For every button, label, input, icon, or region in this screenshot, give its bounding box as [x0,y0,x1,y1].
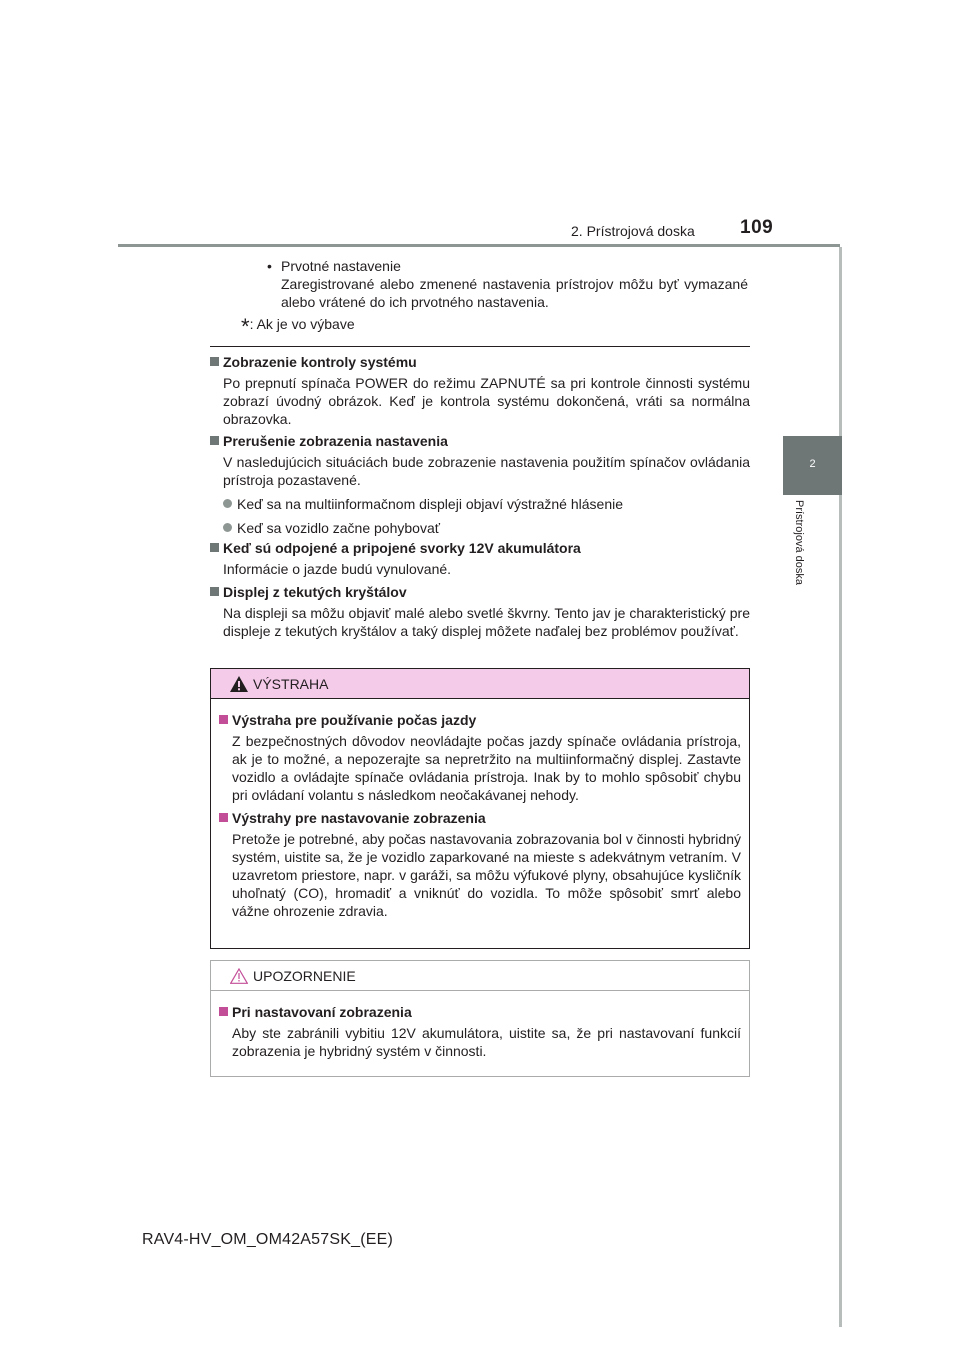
section-battery [210,539,750,578]
header-title: 2. Prístrojová doska [571,223,695,239]
footer-document-code: RAV4-HV_OM_OM42A57SK_(EE) [142,1231,394,1248]
footnote-star: * [241,314,250,339]
bullet-item-title: • Prvotné nastavenie [265,257,748,275]
warning-item-text: Z bezpečnostných dôvodov neovládajte počas jazdy spínače ovládania prístroja, ak je to možné, a nepozerajte sa nepretržito na multiinformačný displej. Zastavte vozidlo a ovládajte spínače ovládania prístroja. Inak by to mohlo spôsobiť chybu pri ovládaní volantu s následkom neočakávanej nehody. [232,733,741,803]
footnote [241,314,355,340]
footnote-text: : Ak je vo výbave [249,316,355,332]
square-bullet-icon [210,587,219,596]
chapter-tab: 2 [783,436,842,495]
warning-label: VÝSTRAHA [253,676,329,692]
section-lcd [210,583,750,640]
notice-header [211,961,749,991]
page-number: 109 [740,217,774,238]
notice-item-text: Aby ste zabránili vybitiu 12V akumulátora, uistite sa, že pri nastavovaní funkcií zobrazenia je hybridný systém v činnosti. [232,1025,741,1059]
square-bullet-icon [210,357,219,366]
square-bullet-icon [210,436,219,445]
section-text: Na displeji sa môžu objaviť malé alebo svetlé škvrny. Tento jav je charakteristický pre displeje z tekutých kryštálov a taký displej môžete naďalej bez problémov používať. [223,605,750,639]
section-title: Prerušenie zobrazenia nastavenia [210,432,750,450]
section-settings-interrupt [210,432,750,537]
section-title: Displej z tekutých kryštálov [210,583,750,601]
list-item: Keď sa vozidlo začne pohybovať [210,519,750,537]
circle-bullet-icon [223,523,232,532]
notice-label: UPOZORNENIE [253,968,356,984]
section-text: V nasledujúcich situáciách bude zobrazenie nastavenia použitím spínačov ovládania prístroja pozastavené. [223,454,750,488]
section-text: Informácie o jazde budú vynulované. [223,561,452,577]
section-divider [210,346,750,347]
header-rule [118,244,840,247]
list-item: Keď sa na multiinformačnom displeji objaví výstražné hlásenie [210,495,750,513]
warning-header [211,669,749,699]
section-title: Zobrazenie kontroly systému [210,353,750,371]
bullet-item [265,257,748,311]
square-bullet-icon [219,715,228,724]
section-text: Po prepnutí spínača POWER do režimu ZAPNUTÉ sa pri kontrole činnosti systému zobrazí úvodný obrázok. Keď je kontrola systému dokončená, vráti sa normálna obrazovka. [223,375,750,427]
notice-item-title: Pri nastavovaní zobrazenia [219,1003,741,1021]
circle-bullet-icon [223,499,232,508]
caution-triangle-icon [230,968,248,984]
bullet-item-text: Zaregistrované alebo zmenené nastavenia prístrojov môžu byť vymazané alebo vrátené do ich prvotného nastavenia. [281,276,748,310]
section-system-check [210,353,750,428]
warning-item-text: Pretože je potrebné, aby počas nastavovania zobrazovania bol v činnosti hybridný systém, uistite sa, že je vozidlo zaparkované na mieste s adekvátnym vetraním. V uzavretom priestore, napr. v garáži, sa môžu výfukové plyny, obsahujúce kysličník uhoľnatý (CO), hromadiť a vniknúť do vozidla. To môže spôsobiť smrť alebo vážne ohrozenie zdravia. [232,831,741,919]
warning-box [210,668,750,949]
side-bar [839,247,842,1327]
square-bullet-icon [219,1007,228,1016]
section-title: Keď sú odpojené a pripojené svorky 12V akumulátora [210,539,750,557]
square-bullet-icon [219,813,228,822]
square-bullet-icon [210,543,219,552]
warning-item-title: Výstraha pre používanie počas jazdy [219,711,741,729]
chapter-label: Prístrojová doska [793,500,805,585]
notice-box [210,960,750,1077]
warning-item-title: Výstrahy pre nastavovanie zobrazenia [219,809,741,827]
warning-triangle-icon [230,676,248,692]
